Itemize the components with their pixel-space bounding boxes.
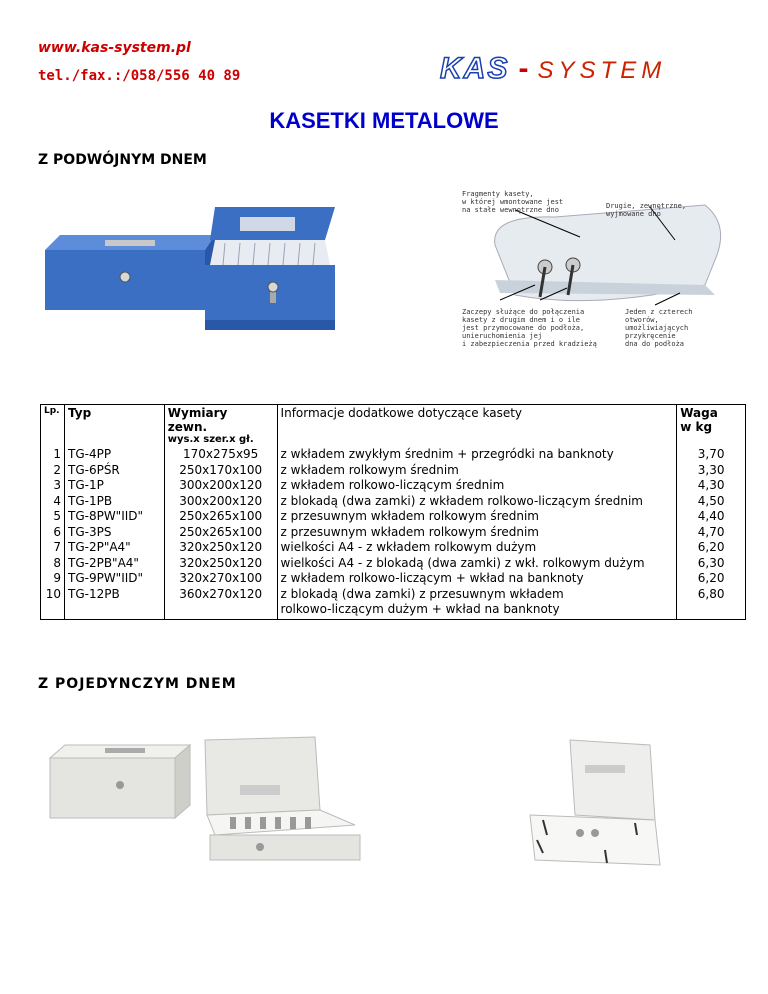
table-cell-info: z przesuwnym wkładem rolkowym średnim	[280, 509, 539, 523]
table-cell-dim: 250x265x100	[179, 509, 263, 523]
table-cell-weight: 6,80	[697, 586, 725, 601]
table-cell-lp: 7	[53, 540, 61, 554]
table-cell-typ: TG-1PB	[67, 493, 113, 508]
col-header-typ: Typ	[64, 405, 164, 447]
table-cell-typ: TG-2P"A4"	[67, 540, 131, 554]
table-cell-weight: 3,30	[697, 462, 725, 477]
table-cell-dim: 250x170x100	[179, 462, 263, 477]
table-cell-lp: 6	[53, 524, 61, 539]
table-cell-info: z blokadą (dwa zamki) z przesuwnym wkładem	[280, 586, 564, 601]
logo-system: SYSTEM	[537, 57, 667, 84]
table-cell-weight: 4,40	[697, 509, 725, 523]
table-cell-lp: 2	[53, 462, 61, 477]
table-cell-dim: 320x270x100	[179, 571, 263, 585]
table-cell-dim: 300x200x120	[179, 478, 263, 492]
table-cell-weight: 4,30	[697, 478, 725, 492]
table-cell-lp: 9	[53, 571, 61, 585]
table-cell-typ: TG-4PP	[67, 447, 112, 461]
table-cell-lp: 10	[45, 586, 61, 601]
logo-kas: KAS	[440, 52, 510, 85]
col-header-dimensions	[164, 405, 277, 447]
col-header-lp: Lp.	[41, 405, 65, 447]
col-header-weight	[677, 405, 746, 447]
section-single-bottom: Z POJEDYNCZYM DNEM	[38, 676, 237, 692]
table-cell-lp: 1	[53, 447, 61, 461]
grey-cashbox-closed-photo	[35, 740, 195, 830]
table-cell-typ: TG-9PW"IID"	[67, 571, 144, 585]
diagram-label-inner: Fragmenty kasety, w której wmontowane jest na stałe wewnętrzne dno	[462, 190, 564, 214]
table-cell-dim: 300x200x120	[179, 493, 263, 508]
table-cell-weight: 6,20	[697, 540, 725, 554]
dim-header-line2: zewn.	[167, 420, 208, 434]
table-cell-info: z wkładem rolkowo-liczącym + wkład na banknoty	[280, 571, 584, 585]
table-cell-weight: 3,70	[697, 447, 725, 461]
website-link[interactable]: www.kas-system.pl	[38, 40, 191, 56]
table-cell-dim: 360x270x120	[179, 586, 263, 601]
table-cell-info: z przesuwnym wkładem rolkowym średnim	[280, 524, 539, 539]
table-body-row	[41, 446, 746, 619]
grey-cashbox-double-bottom-photo	[525, 735, 675, 875]
diagram-label-holes: Jeden z czterech otworów, umożliwiających przykręcenie dna do podłoża	[625, 308, 693, 348]
table-cell-lp: 5	[53, 509, 61, 523]
table-cell-dim: 320x250x120	[179, 555, 263, 570]
table-cell-dim: 320x250x120	[179, 540, 263, 554]
table-cell-typ: TG-8PW"IID"	[67, 509, 144, 523]
grey-cashbox-open-photo	[195, 735, 365, 865]
col-typ-values	[64, 446, 164, 619]
table-cell-typ: TG-2PB"A4"	[67, 555, 139, 570]
phone-text: tel./fax.:/058/556 40 89	[38, 68, 241, 84]
logo-dash: -	[518, 52, 529, 85]
col-weight-values	[677, 446, 746, 619]
table-cell-typ: TG-12PB	[67, 586, 120, 601]
page-title: KASETKI METALOWE	[269, 108, 499, 133]
table-header-row	[41, 405, 746, 447]
table-cell-typ: TG-1P	[67, 478, 104, 492]
kas-system-logo	[440, 52, 740, 92]
table-cell-weight: 6,30	[697, 555, 725, 570]
diagram-label-hooks: Zaczepy służące do połączenia kasety z drugim dnem i o ile jest przymocowane do podłoża, unieruchomienia jej i zabezpieczenia przed kradzieżą	[462, 308, 597, 348]
blue-cashbox-photo	[35, 205, 355, 340]
diagram-label-outer: Drugie, zewnętrzne, wyjmowane dno	[606, 202, 687, 218]
section-double-bottom: Z PODWÓJNYM DNEM	[38, 152, 207, 168]
table-cell-lp: 8	[53, 555, 61, 570]
table-cell-info: z wkładem rolkowym średnim	[280, 462, 459, 477]
weight-header-line2: w kg	[680, 420, 713, 434]
table-cell-info: wielkości A4 - z blokadą (dwa zamki) z wkł. rolkowym dużym	[280, 555, 645, 570]
dim-header-line3: wys.x szer.x gł.	[167, 434, 254, 445]
table-cell-dim: 170x275x95	[183, 447, 259, 461]
table-cell-weight: 4,50	[697, 493, 725, 508]
table-cell-typ: TG-3PS	[67, 524, 112, 539]
table-cell-weight: 4,70	[697, 524, 725, 539]
table-cell-info: z wkładem rolkowo-liczącym średnim	[280, 478, 505, 492]
table-cell-typ: TG-6PŚR	[67, 462, 120, 477]
table-cell-info-continuation: rolkowo-liczącym dużym + wkład na banknoty	[280, 602, 560, 616]
table-cell-info: wielkości A4 - z wkładem rolkowym dużym	[280, 540, 537, 554]
col-dim-values	[164, 446, 277, 619]
table-cell-lp: 4	[53, 493, 61, 508]
col-info-values	[277, 446, 677, 619]
table-cell-weight: 6,20	[697, 571, 725, 585]
table-cell-lp: 3	[53, 478, 61, 492]
table-cell-info: z wkładem zwykłym średnim + przegródki na banknoty	[280, 447, 614, 461]
col-lp-values	[41, 446, 65, 619]
cashbox-spec-table	[40, 404, 746, 620]
table-cell-dim: 250x265x100	[179, 524, 263, 539]
weight-header-line1: Waga	[680, 406, 718, 420]
col-header-info: Informacje dodatkowe dotyczące kasety	[277, 405, 677, 447]
dim-header-line1: Wymiary	[167, 406, 228, 420]
table-cell-info: z blokadą (dwa zamki) z wkładem rolkowo-liczącym średnim	[280, 493, 643, 508]
